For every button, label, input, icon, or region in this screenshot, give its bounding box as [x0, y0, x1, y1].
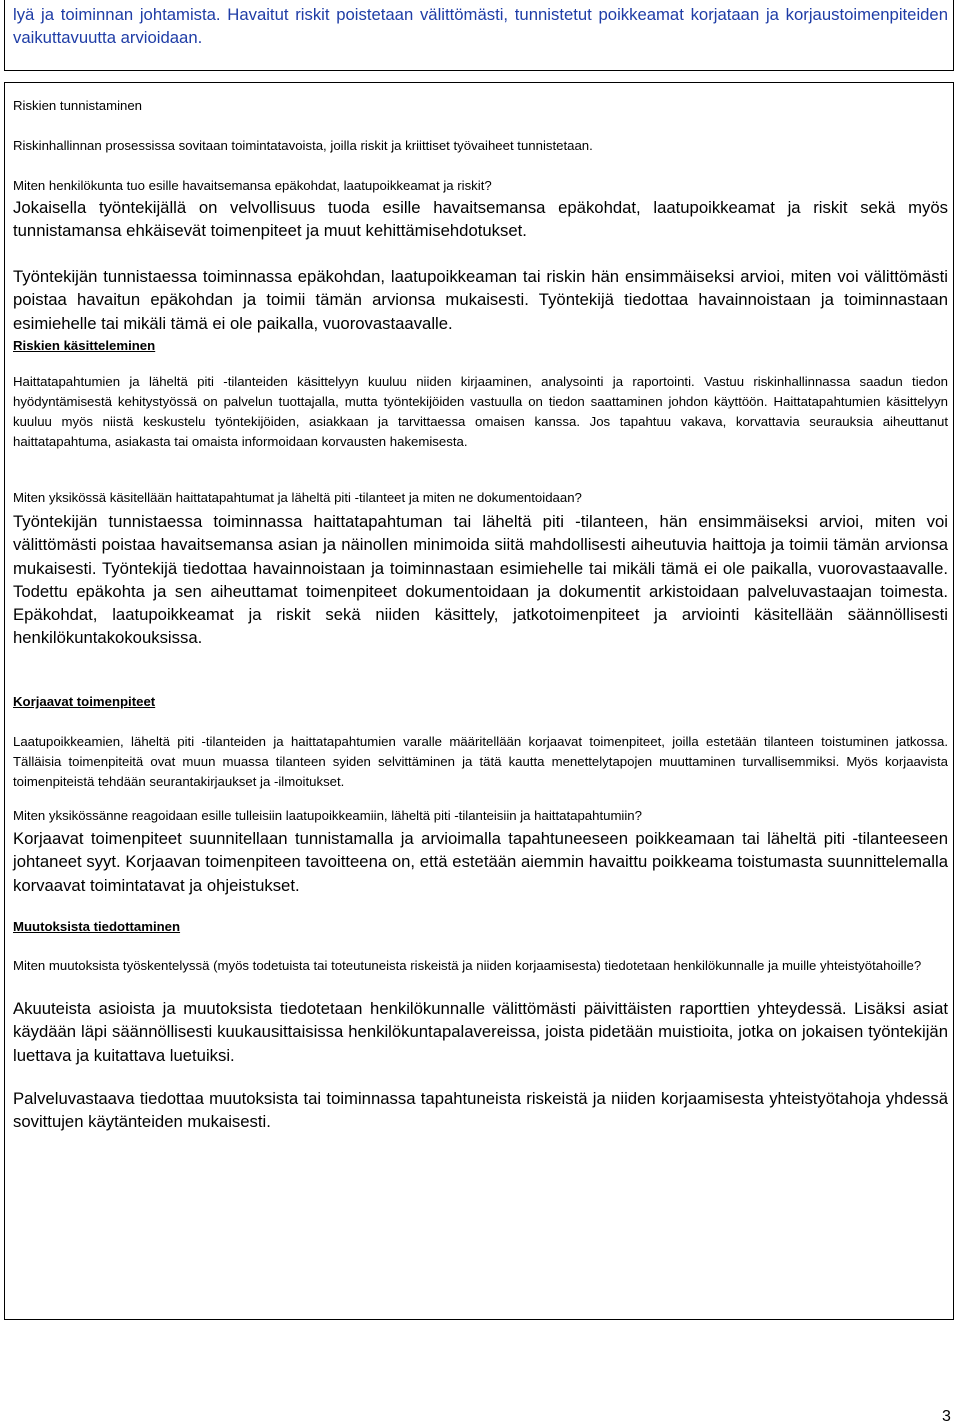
muutoksista-tiedottaminen-answer-1: Akuuteista asioista ja muutoksista tiedotetaan henkilökunnalle välittömästi päivittäisten raporttien yhteydessä. Lisäksi asiat käydään läpi säännöllisesti kuukausittaisissa henkilökuntapalavereissa, joista pidetään muistioita, jotka on jokaisen työntekijän luettava ja kuitattava luetuiksi. — [13, 999, 948, 1065]
intro-text: lyä ja toiminnan johtamista. Havaitut riskit poistetaan välittömästi, tunnistetut poikkeamat korjataan ja korjaustoimenpiteiden vaikuttavuutta arvioidaan. — [13, 5, 948, 48]
korjaavat-toimenpiteet-answer: Korjaavat toimenpiteet suunnitellaan tunnistamalla ja arvioimalla tapahtuneeseen poikkeamaan tai läheltä piti -tilanteeseen johtaneet syyt. Korjaavan toimenpiteen tavoitteena on, että estetään aiemmin havaittu poikkeama toistumasta suunnittelemalla korvaavat toimintatavat ja ohjeistukset. — [13, 829, 948, 895]
page-number: 3 — [942, 1408, 951, 1425]
korjaavat-toimenpiteet-intro: Laatupoikkeamien, läheltä piti -tilanteiden ja haittatapahtumien varalle määritellään korjaavat toimenpiteet, joilla estetään tilanteen toistuminen jatkossa. Tälläisia toimenpiteitä ovat muun muassa tilanteen syiden selvittäminen ja tätä kautta menettelytapojen muuttaminen turvallisemmiksi. Myös korjaavista toimenpiteistä tehdään seurantakirjaukset ja -ilmoitukset. — [13, 734, 948, 789]
muutoksista-tiedottaminen-question: Miten muutoksista työskentelyssä (myös todetuista tai toteutuneista riskeistä ja niiden korjaamisesta) tiedotetaan henkilökunnalle ja muille yhteistyötahoille? — [13, 958, 922, 973]
muutoksista-tiedottaminen-answer-2: Palveluvastaava tiedottaa muutoksista tai toiminnassa tapahtuneista riskeistä ja niiden korjaamisesta yhteistyötahoja yhdessä sovittujen käytänteiden mukaisesti. — [13, 1089, 948, 1132]
section-heading-korjaavat-toimenpiteet: Korjaavat toimenpiteet — [13, 694, 156, 709]
korjaavat-toimenpiteet-question: Miten yksikössänne reagoidaan esille tulleisiin laatupoikkeamiin, läheltä piti -tilanteisiin ja haittatapahtumiin? — [13, 808, 642, 823]
section-heading-muutoksista-tiedottaminen: Muutoksista tiedottaminen — [13, 919, 181, 934]
section-heading-riskien-tunnistaminen: Riskien tunnistaminen — [13, 98, 143, 113]
riskien-kasitteleminen-answer: Työntekijän tunnistaessa toiminnassa haittatapahtuman tai läheltä piti -tilanteen, hän ensimmäiseksi arvioi, miten voi välittömästi poistaa havaitsemansa asian ja näinollen minimoida siitä mahdollisesti aiheutuvia haittoja ja toimii tämän arvionsa mukaisesti. Työntekijä tiedottaa havainnoistaan ja toiminnastaan esimiehelle tai mikäli tämä ei ole paikalla, vuorovastaavalle. Todettu epäkohta ja sen aiheuttamat toimenpiteet dokumentoidaan ja dokumentit arkistoidaan palveluvastaajan toimesta. Epäkohdat, laatupoikkeamat ja riskit sekä niiden käsittely, jatkotoimenpiteet ja arviointi käsitellään säännöllisesti henkilökuntakokouksissa. — [13, 512, 948, 648]
riskien-kasitteleminen-question: Miten yksikössä käsitellään haittatapahtumat ja läheltä piti -tilanteet ja miten ne dokumentoidaan? — [13, 490, 582, 505]
riskien-tunnistaminen-answer-2: Työntekijän tunnistaessa toiminnassa epäkohdan, laatupoikkeaman tai riskin hän ensimmäiseksi arvioi, miten voi välittömästi poistaa havaitun epäkohdan ja toimii tämän arvionsa mukaisesti. Työntekijä tiedottaa havainnoistaan ja toiminnastaan esimiehelle tai mikäli tämä ei ole paikalla, vuorovastaavalle. — [13, 267, 948, 333]
riskien-tunnistaminen-intro: Riskinhallinnan prosessissa sovitaan toimintatavoista, joilla riskit ja kriittiset työvaiheet tunnistetaan. — [13, 138, 593, 153]
riskien-tunnistaminen-answer-1: Jokaisella työntekijällä on velvollisuus tuoda esille havaitsemansa epäkohdat, laatupoikkeamat ja riskit sekä myös tunnistamansa ehkäisevät toimenpiteet ja muut kehittämisehdotukset. — [13, 198, 948, 241]
riskien-kasitteleminen-intro: Haittatapahtumien ja läheltä piti -tilanteiden käsittelyyn kuuluu niiden kirjaaminen, analysointi ja raportointi. Vastuu riskinhallinnassa saadun tiedon hyödyntämisestä kehitystyössä on palvelun tuottajalla, mutta työntekijöiden vastuulla on tiedon saattaminen johdon käyttöön. Haittatapahtumien käsittelyyn kuuluu myös niistä keskustelu työntekijöiden, asiakkaan ja tarvittaessa omaisen kanssa. Jos tapahtuu vakava, korvattavia seurauksia aiheuttanut haittatapahtuma, asiakasta tai omaista informoidaan korvausten hakemisesta. — [13, 374, 948, 449]
section-heading-riskien-kasitteleminen: Riskien käsitteleminen — [13, 338, 156, 353]
riskien-tunnistaminen-question: Miten henkilökunta tuo esille havaitsemansa epäkohdat, laatupoikkeamat ja riskit? — [13, 178, 492, 193]
